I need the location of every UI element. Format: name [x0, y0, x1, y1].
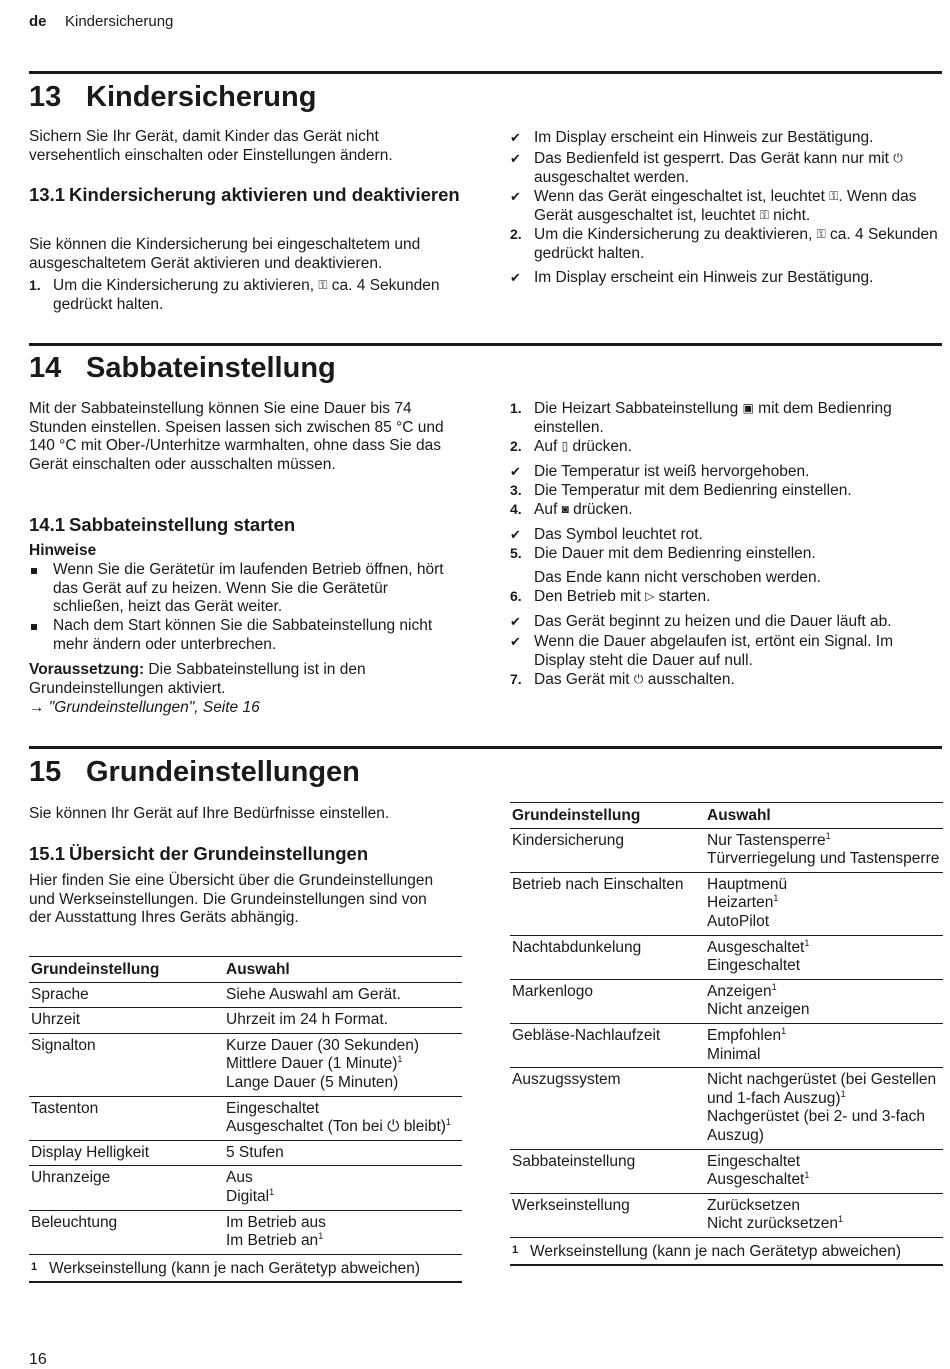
setting-options — [224, 982, 462, 1008]
note-item — [29, 617, 461, 654]
step-marker: 1. — [510, 400, 522, 416]
section-number: 13 — [29, 81, 62, 113]
table-footnote-row — [510, 1237, 943, 1265]
step-item — [510, 671, 942, 690]
step-text: . Wenn das Gerät ausgeschaltet ist, leuchtet — [534, 188, 917, 224]
subsection-title: Kindersicherung aktivieren und deaktivieren — [69, 184, 460, 205]
section-15-intro: Sie können Ihr Gerät auf Ihre Bedürfnisse einstellen. — [29, 805, 390, 822]
setting-name: Sabbateinstellung — [510, 1149, 705, 1193]
check-icon: ✔ — [510, 464, 521, 479]
section-rule — [29, 71, 942, 74]
setting-name: Markenlogo — [510, 979, 705, 1023]
table-row — [29, 1096, 462, 1140]
page-number: 16 — [29, 1351, 47, 1368]
step-text: Im Display erscheint ein Hinweis zur Bestätigung. — [534, 269, 874, 286]
step-text: nicht. — [768, 206, 811, 224]
prerequisite-label: Voraussetzung: — [29, 661, 145, 678]
setting-option: Nur Tastensperre$^1$ — [707, 830, 831, 849]
sabbath-icon: ▣ — [742, 401, 754, 415]
note-text: Wenn Sie die Gerätetür im laufenden Betrieb öffnen, hört das Gerät auf zu heizen. Wenn Sie die Gerätetür schließen, heizt das Gerät weiter. — [53, 561, 444, 616]
table-row — [29, 1140, 462, 1166]
step-text: Die Temperatur ist weiß hervorgehoben. — [534, 463, 810, 480]
step-text: Auf — [534, 438, 562, 455]
footnote-reference: 1 — [825, 830, 831, 841]
footnote-reference: 1 — [397, 1054, 403, 1065]
step-text: Wenn die Dauer abgelaufen ist, ertönt ein Signal. Im Display steht die Dauer auf null. — [534, 633, 894, 669]
step-marker: 7. — [510, 671, 522, 687]
cross-reference-link[interactable]: → "Grundeinstellungen", Seite 16 — [29, 699, 260, 716]
setting-option: Ausgeschaltet (Ton bei ⏻ bleibt)$^1$ — [226, 1117, 451, 1136]
result-item — [510, 526, 942, 545]
setting-option: Empfohlen$^1$ — [707, 1025, 787, 1044]
section-15-heading — [29, 755, 360, 790]
key-icon: ⚿ — [759, 207, 769, 222]
table-row — [510, 935, 943, 979]
footnote-reference: 1 — [269, 1186, 275, 1197]
table-row — [510, 1068, 943, 1149]
table-row — [29, 1210, 462, 1254]
key-icon: ⚿ — [829, 189, 839, 203]
settings-table-right — [510, 802, 943, 1266]
table-row — [29, 982, 462, 1008]
column-header: Auswahl — [705, 803, 943, 829]
step-text: Den Betrieb mit — [534, 588, 646, 605]
step-marker: 2. — [510, 438, 522, 454]
check-icon: ✔ — [510, 634, 521, 649]
setting-option: Nicht zurücksetzen$^1$ — [707, 1214, 843, 1233]
setting-name: Tastenton — [29, 1096, 224, 1140]
footnote-reference: 1 — [318, 1231, 324, 1242]
step-text: ausschalten. — [643, 671, 735, 688]
column-header: Grundeinstellung — [510, 803, 705, 829]
setting-option: Hauptmenü — [707, 875, 788, 893]
setting-options — [224, 1033, 462, 1096]
footnote-reference: 1 — [840, 1088, 846, 1099]
header-title: Kindersicherung — [65, 13, 174, 30]
footnote-text: Werkseinstellung (kann je nach Gerätetyp abweichen) — [49, 1259, 421, 1277]
setting-options — [224, 1096, 462, 1140]
step-text: ausgeschaltet werden. — [534, 168, 690, 186]
footnote-reference: 1 — [771, 981, 777, 992]
power-icon: ⏻ — [633, 672, 644, 686]
setting-options — [705, 1068, 943, 1149]
power-icon: ⏻ — [893, 151, 903, 165]
subsection-14-1-heading — [29, 514, 295, 536]
step-item — [29, 277, 449, 314]
step-text: Das Symbol leuchtet rot. — [534, 526, 703, 543]
subsection-number: 14.1 — [29, 514, 66, 535]
footnote-reference: 1 — [804, 937, 810, 948]
step-text: Wenn das Gerät eingeschaltet ist, leuchtet — [534, 188, 830, 205]
setting-option: Zurücksetzen — [707, 1196, 801, 1214]
setting-option: Uhrzeit im 24 h Format. — [226, 1011, 388, 1029]
table-footnote — [510, 1237, 943, 1265]
setting-options — [705, 828, 943, 872]
step-marker: 5. — [510, 545, 522, 561]
prerequisite — [29, 661, 461, 698]
section-number: 14 — [29, 352, 62, 384]
setting-name: Auszugssystem — [510, 1068, 705, 1149]
setting-option: Eingeschaltet — [707, 957, 801, 975]
setting-option: Anzeigen$^1$ — [707, 981, 777, 1000]
setting-option: Lange Dauer (5 Minuten) — [226, 1073, 399, 1091]
section-13-heading — [29, 80, 316, 115]
step-info — [510, 569, 942, 588]
step-item — [510, 226, 942, 263]
setting-option: Aus — [226, 1169, 253, 1187]
setting-options — [224, 1140, 462, 1166]
step-text: Um die Kindersicherung zu deaktivieren, — [534, 226, 817, 243]
result-item — [510, 188, 942, 225]
step-text: Die Temperatur mit dem Bedienring einstellen. — [534, 482, 852, 499]
note-item — [29, 561, 461, 617]
key-icon: ⚿ — [816, 227, 826, 241]
footnote-reference: 1 — [773, 893, 779, 904]
setting-option: Minimal — [707, 1045, 761, 1063]
step-item — [510, 400, 942, 437]
setting-name: Sprache — [29, 982, 224, 1008]
subsection-13-1-heading — [29, 184, 461, 206]
setting-option: Nachgerüstet (bei 2- und 3-fach Auszug) — [707, 1108, 925, 1144]
setting-name: Betrieb nach Einschalten — [510, 872, 705, 935]
step-text: Die Heizart Sabbateinstellung — [534, 400, 743, 417]
footnote-marker: 1 — [512, 1243, 519, 1256]
setting-option: Eingeschaltet — [226, 1099, 320, 1117]
step-text: Das Gerät beginnt zu heizen und die Dauer läuft ab. — [534, 613, 892, 630]
setting-name: Kindersicherung — [510, 828, 705, 872]
setting-name: Uhranzeige — [29, 1166, 224, 1210]
step-text: drücken. — [568, 501, 633, 518]
setting-options — [705, 979, 943, 1023]
setting-name: Gebläse-Nachlaufzeit — [510, 1023, 705, 1067]
step-text: Das Ende kann nicht verschoben werden. — [534, 569, 821, 586]
setting-option: Ausgeschaltet$^1$ — [707, 1170, 810, 1189]
section-13-intro: Sichern Sie Ihr Gerät, damit Kinder das Gerät nicht versehentlich einschalten oder Einstellungen ändern. — [29, 128, 393, 164]
setting-option: Im Betrieb aus — [226, 1213, 326, 1231]
step-marker: 2. — [510, 226, 522, 242]
table-row — [510, 1149, 943, 1193]
temperature-icon: ▯ — [561, 439, 569, 453]
step-item — [510, 501, 942, 520]
column-header: Grundeinstellung — [29, 957, 224, 983]
setting-name: Nachtabdunkelung — [510, 935, 705, 979]
setting-option: 5 Stufen — [226, 1143, 284, 1161]
check-icon: ✔ — [510, 151, 521, 166]
setting-option: Mittlere Dauer (1 Minute)$^1$ — [226, 1054, 403, 1073]
setting-options — [224, 1210, 462, 1254]
footnote-reference: 1 — [837, 1214, 843, 1225]
setting-options — [705, 1023, 943, 1067]
step-text: Die Dauer mit dem Bedienring einstellen. — [534, 545, 816, 562]
step-text: drücken. — [568, 438, 632, 455]
table-row — [29, 1008, 462, 1034]
setting-options — [705, 1193, 943, 1237]
footnote-reference: 1 — [445, 1117, 451, 1128]
bullet-square-icon — [31, 624, 37, 630]
setting-options — [705, 1149, 943, 1193]
check-icon: ✔ — [510, 614, 521, 629]
footnote-text: Werkseinstellung (kann je nach Gerätetyp abweichen) — [530, 1242, 902, 1260]
section-title: Sabbateinstellung — [86, 352, 336, 384]
section-title: Grundeinstellungen — [86, 756, 360, 788]
step-text: ca. 4 Sekunden gedrückt halten. — [53, 277, 440, 313]
prerequisite-text: Die Sabbateinstellung ist in den Grundeinstellungen aktiviert. — [29, 661, 366, 697]
result-item — [510, 129, 942, 148]
setting-name: Signalton — [29, 1033, 224, 1096]
play-icon: ▷ — [645, 589, 655, 603]
table-row — [29, 1033, 462, 1096]
step-marker: 6. — [510, 588, 522, 604]
section-rule — [29, 343, 942, 346]
subsection-title: Übersicht der Grundeinstellungen — [69, 843, 369, 864]
subsection-number: 13.1 — [29, 184, 66, 205]
section-rule — [29, 746, 942, 749]
setting-name: Beleuchtung — [29, 1210, 224, 1254]
table-row — [29, 1166, 462, 1210]
timer-icon: ◙ — [561, 502, 569, 516]
section-14-intro: Mit der Sabbateinstellung können Sie eine Dauer bis 74 Stunden einstellen. Speisen lassen sich zwischen 85 °C und 140 °C mit Ober-/Unterhitze warmhalten, ohne dass Sie das Gerät einschalten oder ausschalten müssen. — [29, 400, 444, 473]
setting-option: Kurze Dauer (30 Sekunden) — [226, 1036, 420, 1054]
section-title: Kindersicherung — [86, 81, 317, 113]
step-text: Um die Kindersicherung zu aktivieren, — [53, 277, 319, 294]
setting-name: Display Helligkeit — [29, 1140, 224, 1166]
step-item — [510, 545, 942, 564]
subsection-title: Sabbateinstellung starten — [69, 514, 296, 535]
setting-option: Heizarten$^1$ — [707, 893, 779, 912]
step-text: mit dem Bedienring einstellen. — [534, 400, 892, 436]
footnote-marker: 1 — [31, 1260, 38, 1273]
key-icon: ⚿ — [318, 278, 328, 292]
step-marker: 1. — [29, 277, 41, 293]
check-icon: ✔ — [510, 189, 521, 204]
setting-option: Ausgeschaltet$^1$ — [707, 937, 810, 956]
check-icon: ✔ — [510, 270, 521, 285]
table-row — [510, 1023, 943, 1067]
step-text: Das Bedienfeld ist gesperrt. Das Gerät kann nur mit — [534, 150, 894, 167]
subsection-13-1-intro: Sie können die Kindersicherung bei eingeschaltetem und ausgeschaltetem Gerät aktivieren und deaktivieren. — [29, 236, 421, 272]
setting-option: Nicht nachgerüstet (bei Gestellen und 1-fach Auszug)$^1$ — [707, 1071, 937, 1107]
section-14-heading — [29, 351, 336, 386]
step-item — [510, 588, 942, 607]
setting-options — [705, 935, 943, 979]
subsection-15-1-intro: Hier finden Sie eine Übersicht über die Grundeinstellungen und Werkseinstellungen. Die Grundeinstellungen sind von der Ausstattung Ihres Geräts abhängig. — [29, 872, 434, 927]
setting-options — [224, 1008, 462, 1034]
check-icon: ✔ — [510, 527, 521, 542]
step-marker: 3. — [510, 482, 522, 498]
step-text: Das Gerät mit — [534, 671, 634, 688]
setting-option: Eingeschaltet — [707, 1152, 801, 1170]
table-row — [510, 1193, 943, 1237]
setting-option: Digital$^1$ — [226, 1186, 275, 1205]
setting-options — [224, 1166, 462, 1210]
setting-option: Siehe Auswahl am Gerät. — [226, 985, 401, 1003]
table-footnote-row — [29, 1254, 462, 1282]
settings-table-left — [29, 956, 462, 1283]
table-footnote — [29, 1254, 462, 1282]
step-marker: 4. — [510, 501, 522, 517]
table-row — [510, 828, 943, 872]
setting-option: AutoPilot — [707, 912, 770, 930]
footnote-reference: 1 — [804, 1170, 810, 1181]
setting-name: Uhrzeit — [29, 1008, 224, 1034]
bullet-square-icon — [31, 568, 37, 574]
setting-options — [705, 872, 943, 935]
setting-option: Im Betrieb $an^1$ — [226, 1231, 324, 1250]
step-item — [510, 482, 942, 501]
result-item — [510, 633, 942, 670]
column-header: Auswahl — [224, 957, 462, 983]
section-number: 15 — [29, 756, 62, 788]
step-item — [510, 438, 942, 457]
note-text: Nach dem Start können Sie die Sabbateinstellung nicht mehr ändern oder unterbrechen. — [53, 617, 433, 653]
result-item — [510, 150, 942, 187]
step-text: Im Display erscheint ein Hinweis zur Bestätigung. — [534, 129, 874, 146]
step-marker — [510, 569, 534, 588]
setting-option: Türverriegelung und Tastensperre — [707, 850, 940, 868]
check-icon: ✔ — [510, 130, 521, 145]
setting-name: Werkseinstellung — [510, 1193, 705, 1237]
result-item — [510, 463, 942, 482]
result-item — [510, 613, 942, 632]
step-text: starten. — [654, 588, 711, 605]
subsection-number: 15.1 — [29, 843, 66, 864]
result-item — [510, 269, 942, 288]
step-text: ca. 4 Sekunden gedrückt halten. — [534, 226, 938, 262]
table-row — [510, 979, 943, 1023]
subsection-15-1-heading — [29, 843, 368, 865]
step-text: Auf — [534, 501, 562, 518]
setting-option: Nicht anzeigen — [707, 1001, 810, 1019]
footnote-reference: 1 — [781, 1025, 787, 1036]
table-row — [510, 872, 943, 935]
header-language: de — [29, 13, 47, 30]
notes-title: Hinweise — [29, 542, 97, 559]
